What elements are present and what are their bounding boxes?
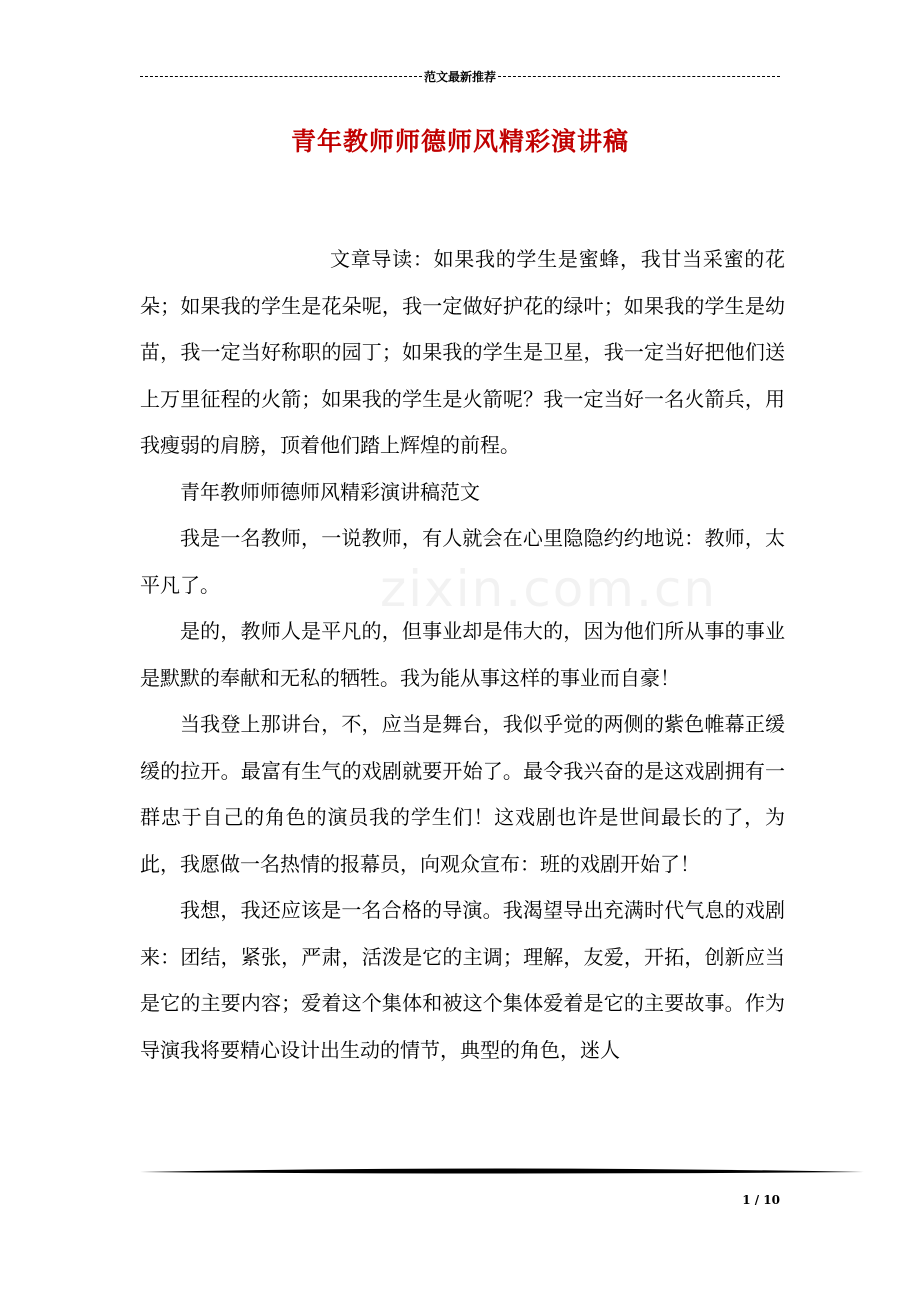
intro-paragraph: 文章导读：如果我的学生是蜜蜂，我甘当采蜜的花朵；如果我的学生是花朵呢，我一定做好护花的绿叶；如果我的学生是幼苗，我一定当好称职的园丁；如果我的学生是卫星，我一定当好把他们送上万里征程的火箭；如果我的学生是火箭呢？我一定当好一名火箭兵，用我瘦弱的肩膀，顶着他们踏上辉煌的前程。 bbox=[140, 247, 785, 457]
document-title: 青年教师师德师风精彩演讲稿 bbox=[290, 127, 629, 156]
header-dash-right bbox=[498, 76, 780, 77]
document-body bbox=[140, 236, 785, 1073]
watermark: zixin.com.cn bbox=[380, 560, 718, 618]
page-number: 1 / 10 bbox=[742, 1193, 780, 1207]
page-header bbox=[140, 68, 780, 85]
body-paragraph: 我是一名教师，一说教师，有人就会在心里隐隐约约地说：教师，太平凡了。 bbox=[140, 526, 785, 597]
body-paragraph: 我想，我还应该是一名合格的导演。我渴望导出充满时代气息的戏剧来：团结，紧张，严肃，活泼是它的主调；理解，友爱，开拓，创新应当是它的主要内容；爱着这个集体和被这个集体爱着是它的主要故事。作为导演我将要精心设计出生动的情节，典型的角色，迷人 bbox=[140, 898, 785, 1062]
subheading-paragraph: 青年教师师德师风精彩演讲稿范文 bbox=[180, 479, 480, 504]
footer-rule bbox=[140, 1166, 864, 1176]
body-paragraph: 是的，教师人是平凡的，但事业却是伟大的，因为他们所从事的事业是默默的奉献和无私的牺牲。我为能从事这样的事业而自豪！ bbox=[140, 619, 785, 690]
header-label: 范文最新推荐 bbox=[424, 70, 497, 84]
body-paragraph: 当我登上那讲台，不，应当是舞台，我似乎觉的两侧的紫色帷幕正缓缓的拉开。最富有生气的戏剧就要开始了。最令我兴奋的是这戏剧拥有一群忠于自己的角色的演员我的学生们！这戏剧也许是世间最长的了，为此，我愿做一名热情的报幕员，向观众宣布：班的戏剧开始了！ bbox=[140, 712, 785, 876]
header-dash-left bbox=[140, 76, 422, 77]
